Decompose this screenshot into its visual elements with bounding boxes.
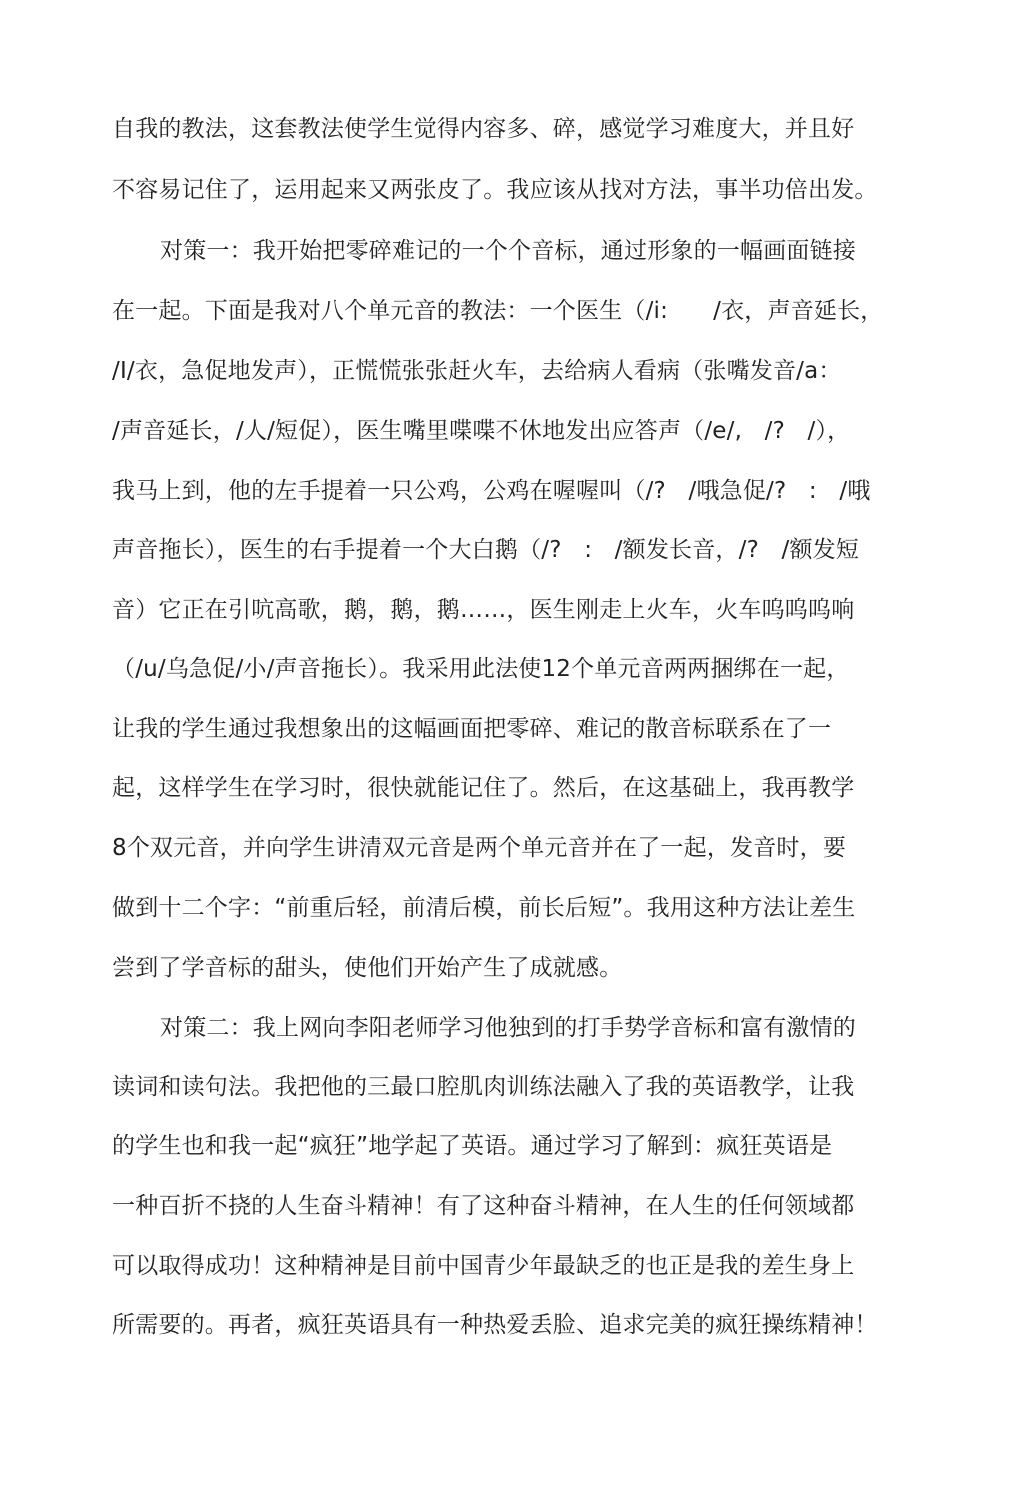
text-line: 的学生也和我一起“疯狂”地学起了英语。通过学习了解到：疯狂英语是: [112, 1133, 833, 1159]
text-line: 在一起。下面是我对八个单元音的教法：一个医生（/i: /衣，声音延长，: [112, 298, 884, 324]
text-line: 自我的教法，这套教法使学生觉得内容多、碎，感觉学习难度大，并且好: [112, 116, 855, 142]
text-line: 读词和读句法。我把他的三最口腔肌肉训练法融入了我的英语教学，让我: [112, 1074, 855, 1100]
text-line: 做到十二个字：“前重后轻，前清后模，前长后短”。我用这种方法让差生: [112, 895, 856, 921]
text-line: 可以取得成功！这种精神是目前中国青少年最缺乏的也正是我的差生身上: [112, 1253, 855, 1279]
text-line: /I/衣，急促地发声），正慌慌张张赶火车，去给病人看病（张嘴发音/a：: [112, 358, 842, 384]
text-line: 我马上到，他的左手提着一只公鸡，公鸡在喔喔叫（/? /哦急促/? : /哦: [112, 478, 871, 504]
text-line: 起，这样学生在学习时，很快就能记住了。然后，在这基础上，我再教学: [112, 775, 855, 801]
text-line: 不容易记住了，运用起来又两张皮了。我应该从找对方法，事半功倍出发。: [112, 177, 878, 203]
text-line: 一种百折不挠的人生奋斗精神！有了这种奋斗精神，在人生的任何领域都: [112, 1193, 855, 1219]
text-line: 对策一：我开始把零碎难记的一个个音标，通过形象的一幅画面链接: [160, 238, 856, 264]
text-line: 声音拖长），医生的右手提着一个大白鹅（/? : /额发长音，/? /额发短: [112, 537, 860, 563]
text-line: 音）它正在引吭高歌，鹅，鹅，鹅……，医生刚走上火车，火车呜呜呜响: [112, 597, 855, 623]
text-line: 所需要的。再者，疯狂英语具有一种热爱丢脸、追求完美的疯狂操练精神！: [112, 1312, 878, 1338]
text-line: 对策二：我上网向李阳老师学习他独到的打手势学音标和富有激情的: [160, 1015, 856, 1041]
text-line: （/u/乌急促/小/声音拖长）。我采用此法使12个单元音两两捆绑在一起，: [112, 656, 850, 682]
text-line: 让我的学生通过我想象出的这幅画面把零碎、难记的散音标联系在了一: [112, 716, 832, 742]
text-line: 8个双元音，并向学生讲清双元音是两个单元音并在了一起，发音时，要: [112, 835, 847, 861]
text-line: 尝到了学音标的甜头，使他们开始产生了成就感。: [112, 955, 623, 981]
text-line: /声音延长，/人/短促），医生嘴里喋喋不休地发出应答声（/e/, /? /），: [112, 418, 851, 444]
